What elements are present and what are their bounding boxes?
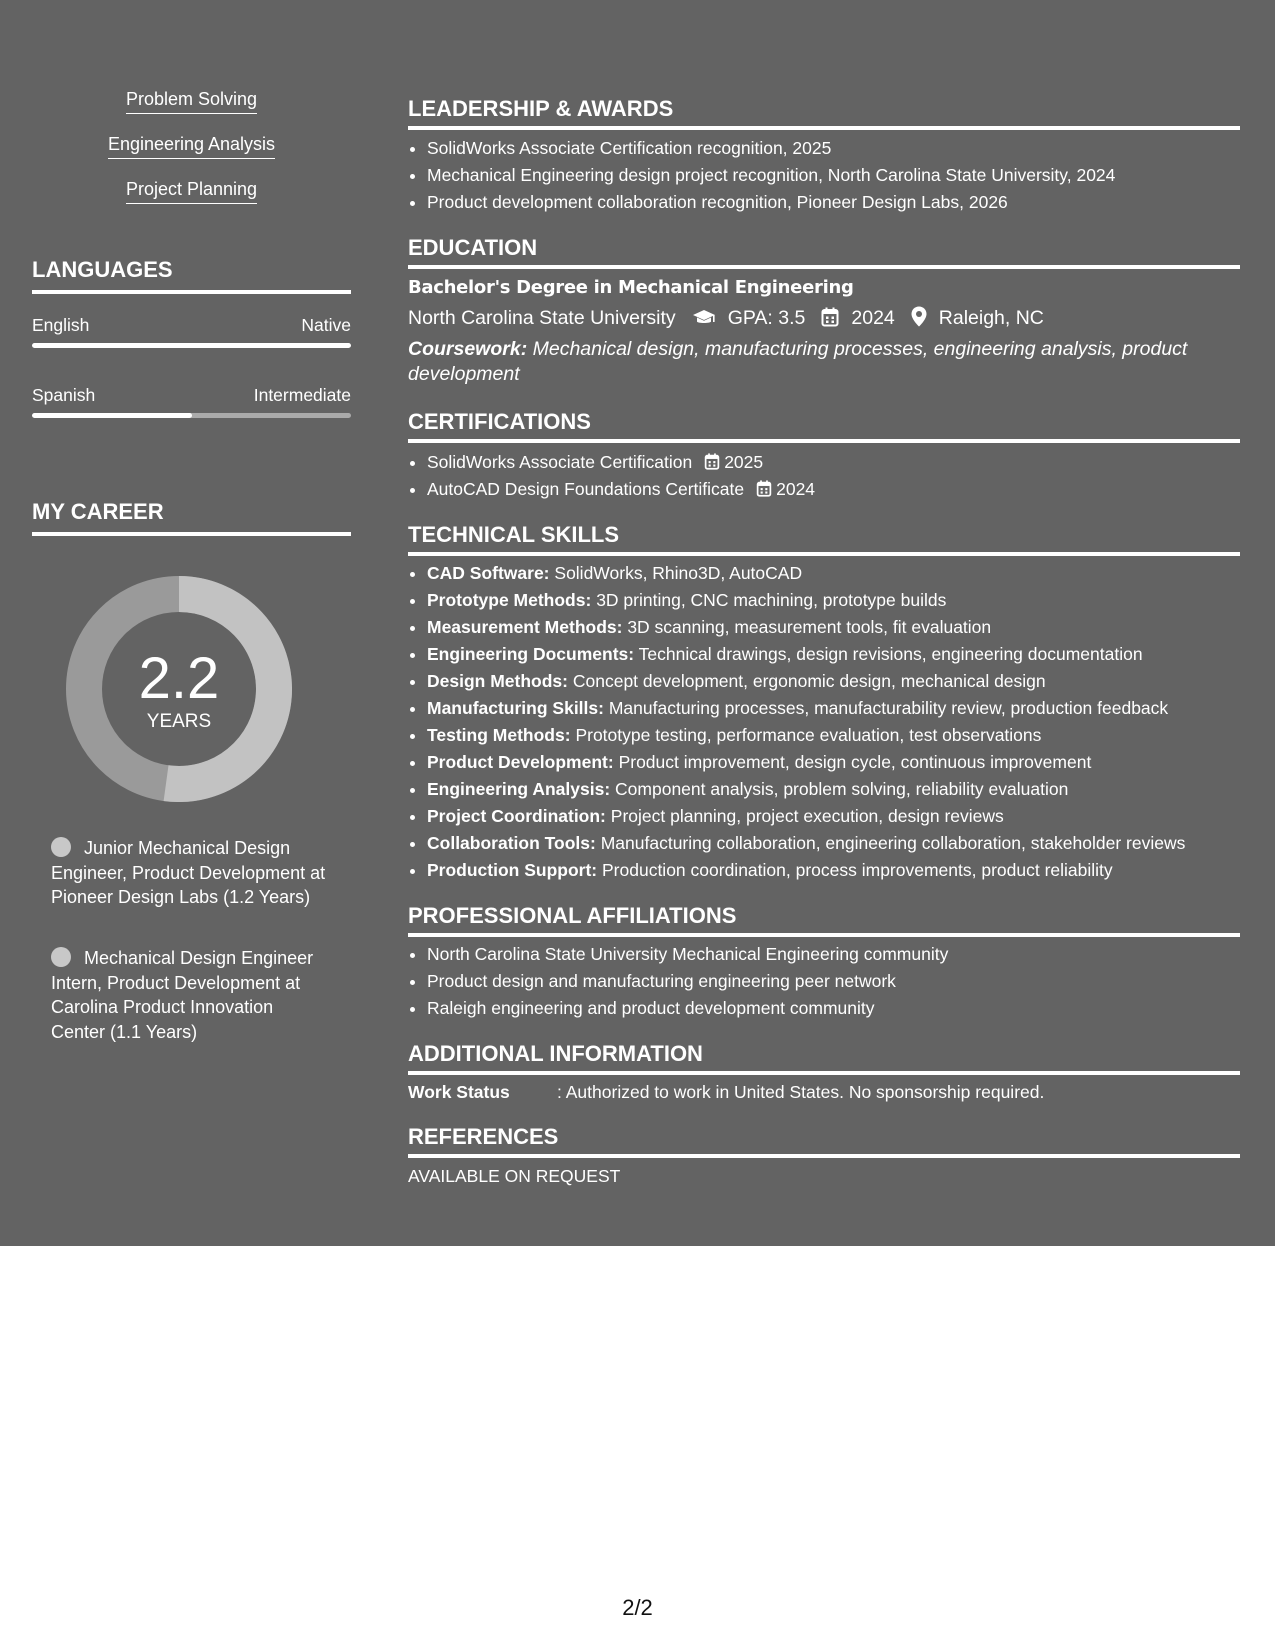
references-text: AVAILABLE ON REQUEST	[408, 1166, 621, 1186]
technical-skills-list	[408, 560, 1259, 884]
language-level: Native	[301, 315, 351, 335]
page-number: 2/2	[622, 1595, 653, 1620]
skill-category-label: Design Methods:	[427, 671, 568, 691]
skill-item	[427, 614, 1259, 641]
certification-year: 2024	[776, 479, 816, 499]
skill-category-value: SolidWorks, Rhino3D, AutoCAD	[554, 563, 803, 583]
list-item	[427, 476, 1259, 503]
list-item: • Mechanical Engineering design project recognition, North Carolina State University, 2024	[427, 162, 1259, 189]
certification-name: SolidWorks Associate Certification	[427, 452, 693, 472]
skill-category-value: Prototype testing, performance evaluation, test observations	[575, 725, 1042, 745]
skill-item	[427, 749, 1259, 776]
calendar-icon	[821, 307, 839, 334]
career-item-text: Mechanical Design Engineer Intern, Product Development at Carolina Product Innovation Center (1.1 Years)	[51, 948, 314, 1042]
list-item: • Product development collaboration recognition, Pioneer Design Labs, 2026	[427, 189, 1259, 216]
career-total-unit: YEARS	[146, 711, 212, 732]
skill-category-label: Collaboration Tools:	[427, 833, 596, 853]
language-name: Spanish	[32, 385, 96, 405]
work-status-row	[408, 1080, 1044, 1104]
skill-category-value: 3D printing, CNC machining, prototype builds	[596, 590, 947, 610]
skill-category-label: Testing Methods:	[427, 725, 571, 745]
education-year: 2024	[851, 307, 895, 329]
skill-item	[427, 776, 1259, 803]
skill-category-value: Manufacturing processes, manufacturability review, production feedback	[608, 698, 1169, 718]
skill-item	[427, 641, 1259, 668]
education-meta	[408, 305, 1044, 334]
affiliations-list	[408, 941, 1259, 1022]
skill-item	[427, 857, 1259, 884]
skill-link-problem-solving[interactable]	[32, 88, 351, 114]
career-total-value: 2.2	[138, 646, 220, 711]
coursework-label: Coursework:	[408, 338, 528, 360]
education-heading: EDUCATION	[408, 235, 1240, 269]
work-status-value: : Authorized to work in United States. No sponsorship required.	[557, 1082, 1045, 1102]
career-item-text: Junior Mechanical Design Engineer, Product Development at Pioneer Design Labs (1.2 Years)	[51, 838, 326, 907]
work-status-label: Work Status	[408, 1082, 510, 1102]
skill-category-label: Project Coordination:	[427, 806, 606, 826]
certifications-heading: CERTIFICATIONS	[408, 409, 1240, 443]
skill-label: Problem Solving	[126, 88, 257, 114]
bullet-dot-icon	[51, 947, 71, 967]
skill-category-label: CAD Software:	[427, 563, 550, 583]
skill-category-label: Product Development:	[427, 752, 614, 772]
skill-category-label: Measurement Methods:	[427, 617, 623, 637]
skill-item	[427, 722, 1259, 749]
language-name: English	[32, 315, 90, 335]
skill-link-engineering-analysis[interactable]	[32, 133, 351, 159]
education-degree: Bachelor's Degree in Mechanical Engineering	[408, 277, 854, 298]
skill-category-label: Engineering Documents:	[427, 644, 635, 664]
career-item	[51, 946, 331, 1044]
career-item	[51, 836, 331, 910]
list-item: • SolidWorks Associate Certification recognition, 2025	[427, 135, 1259, 162]
skill-category-value: Production coordination, process improvements, product reliability	[602, 860, 1113, 880]
skill-category-value: Manufacturing collaboration, engineering collaboration, stakeholder reviews	[600, 833, 1186, 853]
calendar-icon	[756, 480, 772, 497]
location-pin-icon	[911, 306, 927, 334]
language-level: Intermediate	[253, 385, 351, 405]
coursework-text: Mechanical design, manufacturing processes, engineering analysis, product development	[408, 338, 1188, 385]
languages-heading: LANGUAGES	[32, 257, 351, 294]
skill-category-label: Production Support:	[427, 860, 598, 880]
skill-category-value: Component analysis, problem solving, reliability evaluation	[615, 779, 1069, 799]
bullet-dot-icon	[51, 837, 71, 857]
skill-category-label: Manufacturing Skills:	[427, 698, 604, 718]
skill-item	[427, 803, 1259, 830]
skill-item	[427, 587, 1259, 614]
skill-category-label: Engineering Analysis:	[427, 779, 611, 799]
skill-category-value: Technical drawings, design revisions, engineering documentation	[638, 644, 1143, 664]
language-bar-fill	[32, 343, 351, 348]
skill-link-project-planning[interactable]	[32, 178, 351, 204]
language-bar-fill	[32, 413, 192, 418]
education-location: Raleigh, NC	[938, 307, 1044, 329]
skill-label: Project Planning	[126, 178, 257, 204]
education-gpa: GPA: 3.5	[727, 307, 806, 329]
list-item: • Product design and manufacturing engineering peer network	[427, 968, 1259, 995]
education-coursework	[408, 337, 1240, 386]
skill-category-value: Concept development, ergonomic design, mechanical design	[572, 671, 1046, 691]
skill-category-value: 3D scanning, measurement tools, fit evaluation	[627, 617, 992, 637]
skill-item	[427, 830, 1259, 857]
leadership-heading: LEADERSHIP & AWARDS	[408, 96, 1240, 130]
skill-category-value: Product improvement, design cycle, continuous improvement	[618, 752, 1092, 772]
certification-name: AutoCAD Design Foundations Certificate	[427, 479, 745, 499]
calendar-icon	[704, 453, 720, 470]
language-row-english	[32, 314, 351, 336]
career-heading: MY CAREER	[32, 499, 351, 536]
language-bar-spanish	[32, 413, 351, 418]
skill-category-value: Project planning, project execution, design reviews	[610, 806, 1004, 826]
language-row-spanish	[32, 384, 351, 406]
skill-item	[427, 695, 1259, 722]
skill-label: Engineering Analysis	[108, 133, 275, 159]
certification-year: 2025	[724, 452, 764, 472]
list-item	[427, 449, 1259, 476]
skill-item	[427, 560, 1259, 587]
technical-skills-heading: TECHNICAL SKILLS	[408, 522, 1240, 556]
skill-category-label: Prototype Methods:	[427, 590, 592, 610]
language-bar-english	[32, 343, 351, 348]
graduation-cap-icon	[692, 308, 716, 334]
additional-info-heading: ADDITIONAL INFORMATION	[408, 1041, 1240, 1075]
certifications-list	[408, 449, 1259, 503]
references-heading: REFERENCES	[408, 1124, 1240, 1158]
affiliations-heading: PROFESSIONAL AFFILIATIONS	[408, 903, 1240, 937]
education-school: North Carolina State University	[408, 307, 676, 329]
list-item: • North Carolina State University Mechanical Engineering community	[427, 941, 1259, 968]
leadership-list	[408, 135, 1259, 216]
list-item: • Raleigh engineering and product development community	[427, 995, 1259, 1022]
skill-item	[427, 668, 1259, 695]
